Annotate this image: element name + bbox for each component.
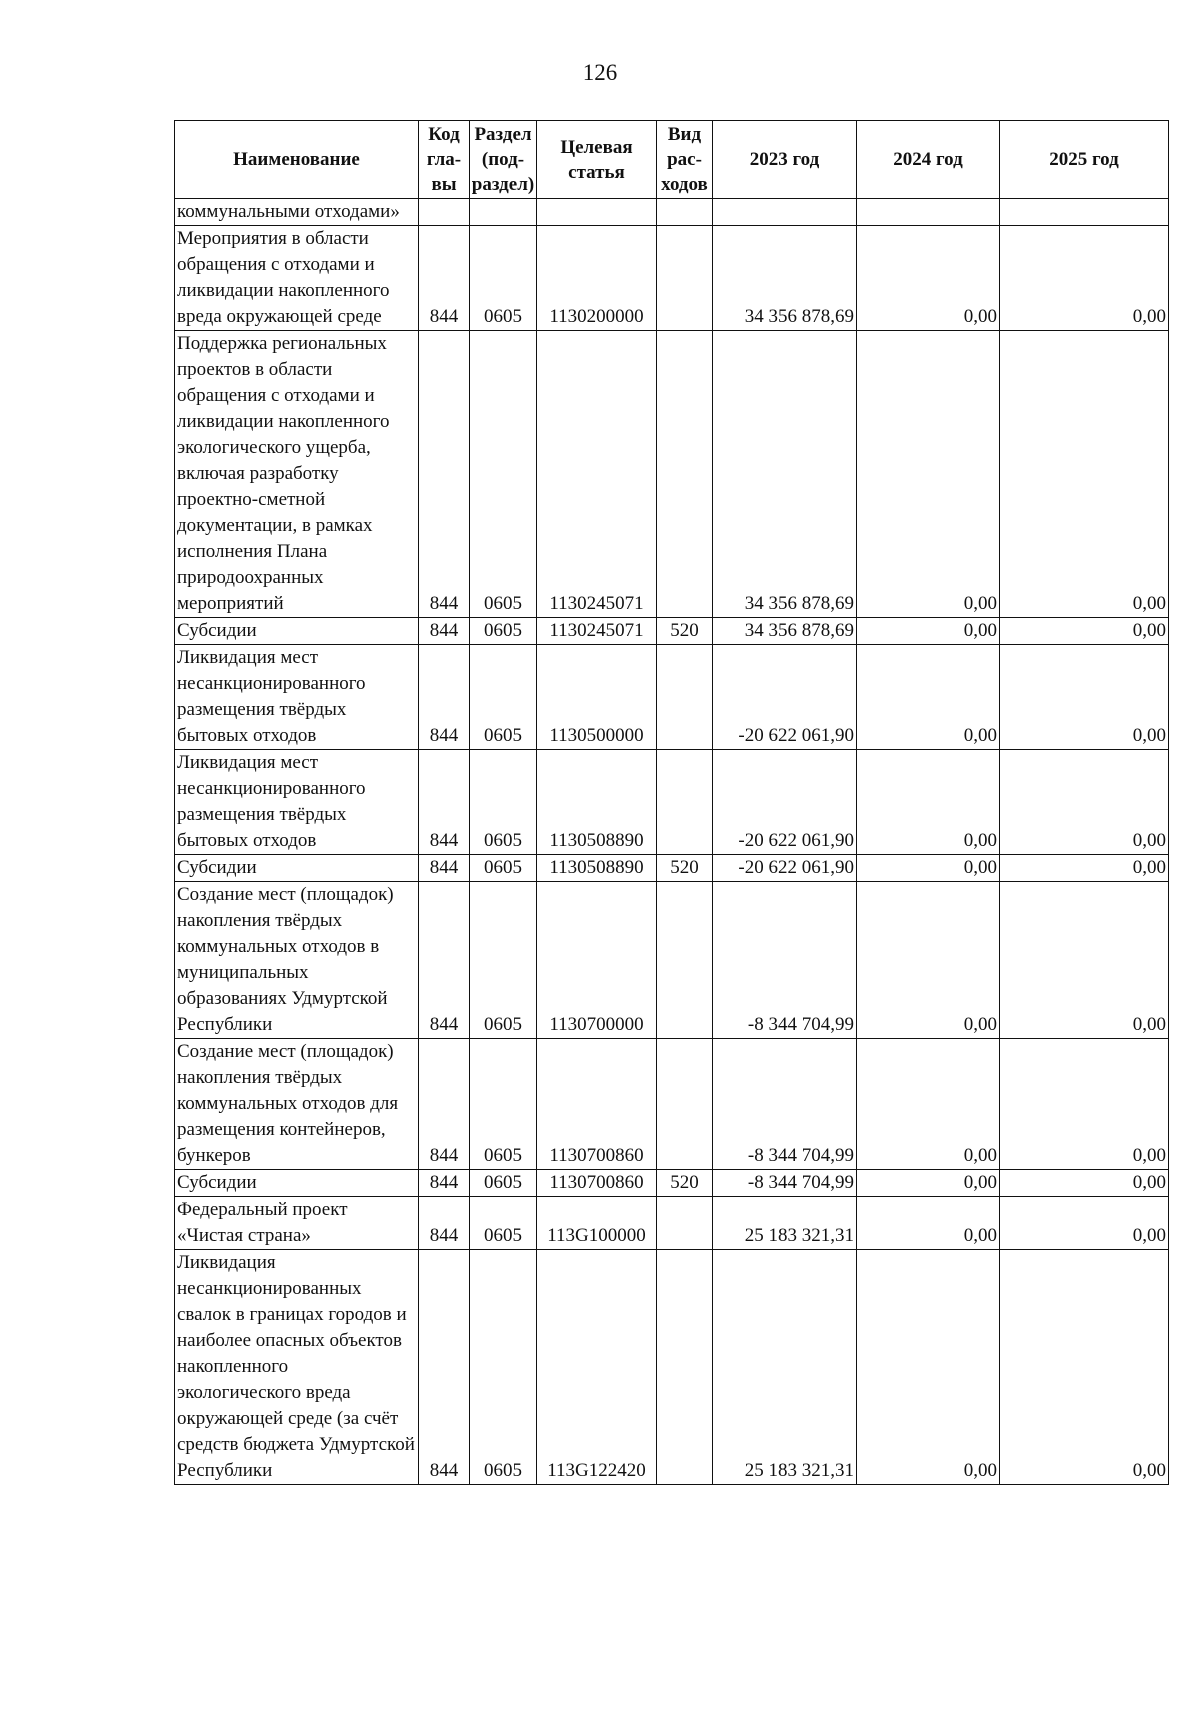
row-target: 1130500000 (537, 645, 657, 750)
row-2025: 0,00 (1000, 1170, 1169, 1197)
row-section: 0605 (470, 750, 537, 855)
row-2024: 0,00 (857, 1197, 1000, 1250)
row-chapter: 844 (419, 226, 470, 331)
table-row (175, 645, 1169, 750)
row-target: 1130700860 (537, 1170, 657, 1197)
row-expense-type (657, 226, 713, 331)
header-chapter-code: Код гла-вы (419, 121, 470, 199)
row-chapter: 844 (419, 1039, 470, 1170)
row-target: 1130200000 (537, 226, 657, 331)
row-chapter: 844 (419, 1197, 470, 1250)
table-row (175, 618, 1169, 645)
header-expense-type: Вид рас-ходов (657, 121, 713, 199)
row-2024: 0,00 (857, 750, 1000, 855)
row-2024: 0,00 (857, 618, 1000, 645)
continuation-row (175, 199, 1169, 226)
row-2024: 0,00 (857, 331, 1000, 618)
table-row (175, 1250, 1169, 1485)
row-chapter: 844 (419, 618, 470, 645)
row-chapter: 844 (419, 1170, 470, 1197)
table-row (175, 226, 1169, 331)
row-chapter: 844 (419, 645, 470, 750)
row-2025: 0,00 (1000, 855, 1169, 882)
row-expense-type: 520 (657, 618, 713, 645)
row-name: Ликвидация мест несанкционированного размещения твёрдых бытовых отходов (175, 645, 419, 750)
row-chapter: 844 (419, 855, 470, 882)
row-2024: 0,00 (857, 882, 1000, 1039)
header-2023: 2023 год (713, 121, 857, 199)
row-expense-type (657, 1039, 713, 1170)
row-target: 1130700860 (537, 1039, 657, 1170)
header-2025: 2025 год (1000, 121, 1169, 199)
table-row (175, 855, 1169, 882)
row-2025: 0,00 (1000, 226, 1169, 331)
row-target: 1130508890 (537, 750, 657, 855)
row-target: 1130245071 (537, 618, 657, 645)
row-target: 113G100000 (537, 1197, 657, 1250)
row-2025: 0,00 (1000, 618, 1169, 645)
row-chapter: 844 (419, 882, 470, 1039)
row-2023: 34 356 878,69 (713, 331, 857, 618)
row-section: 0605 (470, 1170, 537, 1197)
row-chapter: 844 (419, 331, 470, 618)
row-2024: 0,00 (857, 1250, 1000, 1485)
row-section: 0605 (470, 882, 537, 1039)
row-2025: 0,00 (1000, 882, 1169, 1039)
row-name: Субсидии (175, 855, 419, 882)
row-expense-type (657, 645, 713, 750)
table-row (175, 1170, 1169, 1197)
budget-table (174, 120, 1169, 1485)
row-section: 0605 (470, 618, 537, 645)
row-2023: 25 183 321,31 (713, 1197, 857, 1250)
row-2023: -20 622 061,90 (713, 855, 857, 882)
row-2023: -20 622 061,90 (713, 645, 857, 750)
row-expense-type: 520 (657, 1170, 713, 1197)
row-target: 1130245071 (537, 331, 657, 618)
row-name: Поддержка региональных проектов в области обращения с отходами и ликвидации накопленного экологического ущерба, включая разработку проектно-сметной документации, в рамках исполнения Плана природоохранных мероприятий (175, 331, 419, 618)
row-2024: 0,00 (857, 226, 1000, 331)
row-section: 0605 (470, 1197, 537, 1250)
table-row (175, 331, 1169, 618)
row-2023: -8 344 704,99 (713, 1039, 857, 1170)
row-section: 0605 (470, 855, 537, 882)
row-2024: 0,00 (857, 1039, 1000, 1170)
header-section: Раздел (под-раздел) (470, 121, 537, 199)
row-2024: 0,00 (857, 855, 1000, 882)
row-2025: 0,00 (1000, 1250, 1169, 1485)
row-2024: 0,00 (857, 645, 1000, 750)
header-name: Наименование (175, 121, 419, 199)
row-expense-type (657, 1197, 713, 1250)
row-section: 0605 (470, 331, 537, 618)
row-2023: -8 344 704,99 (713, 1170, 857, 1197)
page-number: 126 (582, 60, 618, 85)
row-2023: 34 356 878,69 (713, 618, 857, 645)
row-2023: -8 344 704,99 (713, 882, 857, 1039)
row-name: Создание мест (площадок) накопления твёрдых коммунальных отходов для размещения контейнеров, бункеров (175, 1039, 419, 1170)
table-row (175, 750, 1169, 855)
row-section: 0605 (470, 645, 537, 750)
row-section: 0605 (470, 226, 537, 331)
row-target: 113G122420 (537, 1250, 657, 1485)
continuation-name: коммунальными отходами» (175, 199, 419, 226)
row-name: Ликвидация несанкционированных свалок в границах городов и наиболее опасных объектов накопленного экологического вреда окружающей среде (за счёт средств бюджета Удмуртской Республики (175, 1250, 419, 1485)
header-target-item: Целевая статья (537, 121, 657, 199)
row-expense-type (657, 750, 713, 855)
row-2023: 34 356 878,69 (713, 226, 857, 331)
row-2025: 0,00 (1000, 1039, 1169, 1170)
table-row (175, 1197, 1169, 1250)
row-section: 0605 (470, 1039, 537, 1170)
row-target: 1130700000 (537, 882, 657, 1039)
row-2023: -20 622 061,90 (713, 750, 857, 855)
row-target: 1130508890 (537, 855, 657, 882)
row-name: Мероприятия в области обращения с отходами и ликвидации накопленного вреда окружающей среде (175, 226, 419, 331)
row-2025: 0,00 (1000, 750, 1169, 855)
table-row (175, 882, 1169, 1039)
row-name: Ликвидация мест несанкционированного размещения твёрдых бытовых отходов (175, 750, 419, 855)
row-2025: 0,00 (1000, 331, 1169, 618)
row-chapter: 844 (419, 1250, 470, 1485)
row-name: Субсидии (175, 1170, 419, 1197)
row-2023: 25 183 321,31 (713, 1250, 857, 1485)
row-2025: 0,00 (1000, 1197, 1169, 1250)
header-2024: 2024 год (857, 121, 1000, 199)
row-name: Федеральный проект «Чистая страна» (175, 1197, 419, 1250)
row-2025: 0,00 (1000, 645, 1169, 750)
row-name: Создание мест (площадок) накопления твёрдых коммунальных отходов в муниципальных образованиях Удмуртской Республики (175, 882, 419, 1039)
table-header-row (175, 121, 1169, 199)
row-expense-type: 520 (657, 855, 713, 882)
row-2024: 0,00 (857, 1170, 1000, 1197)
table-row (175, 1039, 1169, 1170)
row-expense-type (657, 1250, 713, 1485)
row-section: 0605 (470, 1250, 537, 1485)
row-chapter: 844 (419, 750, 470, 855)
row-name: Субсидии (175, 618, 419, 645)
row-expense-type (657, 331, 713, 618)
row-expense-type (657, 882, 713, 1039)
